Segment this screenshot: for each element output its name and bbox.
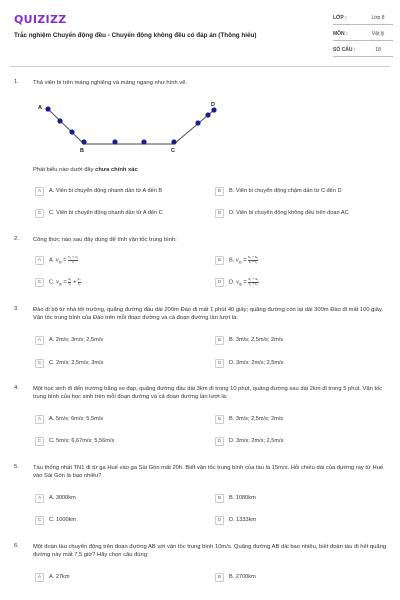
option-text: A. 27km <box>49 574 70 580</box>
formula-denominator: t₁ + t₂ <box>248 259 258 264</box>
option-key: D <box>215 359 224 368</box>
ball-a <box>45 106 50 111</box>
formula-denominator: t₂ <box>78 281 81 286</box>
option-formula: B. $v_{tb}$ = $\frac{\text{s₁ + s₂}}{\text{t₁ + t₂}}$ <box>229 255 259 265</box>
question-text: Công thức nào sau đây dùng để tính vận tốc trung bình: <box>33 237 177 243</box>
option-key: A <box>35 256 44 265</box>
meta-count-value: 18 <box>375 47 381 53</box>
option-key: B <box>215 415 224 424</box>
option-key: C <box>35 516 44 525</box>
document-header <box>0 0 400 66</box>
option-key: D <box>215 209 224 218</box>
ball <box>205 112 210 117</box>
quizizz-logo: QUIZIZZ <box>14 13 67 26</box>
ramp-left-line <box>48 109 84 144</box>
option-key: C <box>35 209 44 218</box>
label-b: B <box>80 148 84 154</box>
page-title: Trắc nghiệm Chuyển động đều - Chuyển động không đều có đáp án (Thông hiểu) <box>14 32 257 39</box>
divider <box>333 40 393 41</box>
stem-emphasis: chưa chính xác <box>95 167 138 173</box>
option-key: D <box>215 437 224 446</box>
ball-c <box>171 139 176 144</box>
meta-subject-label: MÔN : <box>333 31 348 37</box>
option-text: D. 3m/s; 2m/s; 2,5m/s <box>229 438 284 444</box>
option-key: C <box>35 437 44 446</box>
formula-lhs: v <box>56 279 59 286</box>
formula-denominator: t₁ + t₂ <box>249 281 258 286</box>
option-key: B <box>215 494 224 503</box>
question-number: 4. <box>14 385 19 391</box>
option-formula: D. $v_{tb}$ = $\frac{\text{s₁ + s₂}}{\text{t₁ + t₂}}$ <box>229 277 259 287</box>
option-text: D. Viên bi chuyển động không đều trên đoạn AC <box>229 210 349 216</box>
option-text: B. 2700km <box>229 574 256 580</box>
question-number: 5. <box>14 464 19 470</box>
formula-fraction <box>68 256 78 264</box>
formula-lhs: v <box>236 279 239 286</box>
formula-sub: tb <box>58 260 62 265</box>
formula-lhs: v <box>55 257 59 264</box>
question-text: Một đoàn tàu chuyển động trên đoạn đường AB với vận tốc trung bình 10m/s. Quãng đường AB dài bao nhiêu, biết đoàn tàu đi hết quãng đường này mất 7,5 giờ? Hãy chọn câu đúng: <box>33 544 387 558</box>
option-text: A. Viên bi chuyển động nhanh dần từ A đến B <box>49 188 163 194</box>
label-d: D <box>211 102 215 108</box>
divider <box>333 24 393 25</box>
option-text: A. 3000km <box>49 495 76 501</box>
option-text: B. 3m/s; 2,5m/s; 2m/s <box>229 337 284 343</box>
formula-sub: tb <box>58 282 62 287</box>
option-key: A <box>35 415 44 424</box>
option-key: B <box>215 573 224 582</box>
option-key: B <box>215 336 224 345</box>
ball <box>57 118 62 123</box>
formula-fraction <box>248 256 258 264</box>
question-text: Đào đi bộ từ nhà tới trường, quãng đường đầu dài 200m Đào đi mất 1 phút 40 giây; quãng đường còn lại dài 300m Đào đi mất 100 giây. Vận tốc trung bình của Đào trên mỗi đoạn đường và cả đoạn đường lần lượt là: <box>33 307 383 321</box>
formula-numerator: v₁ + v₂ <box>67 255 79 259</box>
option-key: B <box>215 256 224 265</box>
option-key: C <box>35 278 44 287</box>
option-text: D. 1333km <box>229 517 257 523</box>
formula-sub: tb <box>238 260 242 265</box>
ball <box>112 139 117 144</box>
option-prefix: A. <box>49 257 55 264</box>
formula-fraction <box>78 278 81 286</box>
option-text: C. Viên bi chuyển động nhanh dần từ A đến C <box>49 210 163 216</box>
formula-numerator: s₁ <box>68 277 72 281</box>
question-number: 6. <box>14 543 19 549</box>
question-number: 3. <box>14 306 19 312</box>
question-number: 1. <box>14 79 19 85</box>
option-key: A <box>35 494 44 503</box>
option-text: B. Viên bi chuyển động chậm dần từ C đến D <box>229 188 342 194</box>
ball <box>69 129 74 134</box>
header-divider <box>10 66 390 67</box>
option-key: A <box>35 573 44 582</box>
formula-numerator: s₁ + s₂ <box>248 277 259 281</box>
option-prefix: C. <box>49 279 55 286</box>
formula-denominator: 2 <box>72 259 75 264</box>
question-text: Thả viên bi trên máng nghiêng và máng ngang như hình vẽ. <box>33 80 188 86</box>
option-key: A <box>35 187 44 196</box>
meta-count-label: SỐ CÂU : <box>333 47 356 53</box>
label-c: C <box>171 148 175 154</box>
option-key: D <box>215 516 224 525</box>
question-stem <box>33 166 388 174</box>
question-text: Một học sinh đi đến trường bằng xe đạp, quãng đường đầu dài 3km đi trong 10 phút, quãng đường sau dài 2km đi trong 5 phút. Vận tốc trung bình của học sinh trên mỗi đoạn đường và cả đoạn đường lần lượt là: <box>33 386 383 400</box>
option-text: C. 5m/s; 6,67m/s; 5,56m/s <box>49 438 115 444</box>
option-text: D. 3m/s; 2m/s; 2,5m/s <box>229 360 284 366</box>
formula-fraction <box>248 278 258 286</box>
option-key: A <box>35 336 44 345</box>
question-number: 2. <box>14 236 19 242</box>
formula-fraction <box>68 278 71 286</box>
ball-d <box>211 107 216 112</box>
stem-prefix: Phát biểu nào dưới đây <box>33 167 96 173</box>
formula-lhs: v <box>235 257 239 264</box>
meta-class-label: LỚP : <box>333 15 347 21</box>
option-text: C. 2m/s; 2,5m/s; 3m/s <box>49 360 104 366</box>
option-text: A. 5m/s; 6m/s; 5,5m/s <box>49 416 104 422</box>
option-text: A. 2m/s; 3m/s; 2,5m/s <box>49 337 104 343</box>
option-key: D <box>215 278 224 287</box>
option-text: C. 1000km <box>49 517 77 523</box>
option-formula: C. $v_{tb}$ = $\frac{\text{s₁}}{\text{t₁}}$ + $\frac{\text{s₂}}{\text{t₂}}$ <box>49 277 81 287</box>
divider <box>333 56 393 57</box>
formula-denominator: t₁ <box>68 281 71 286</box>
option-key: C <box>35 359 44 368</box>
ball <box>141 139 146 144</box>
option-prefix: D. <box>229 279 235 286</box>
formula-sub: tb <box>238 282 242 287</box>
option-key: B <box>215 187 224 196</box>
formula-numerator: s₁ + s₂ <box>247 255 259 259</box>
meta-subject-value: Vật lý <box>371 31 385 37</box>
meta-class-value: Lớp 8 <box>371 15 385 21</box>
ball <box>195 120 200 125</box>
formula-numerator: s₂ <box>77 277 81 281</box>
option-text: B. 1080km <box>229 495 256 501</box>
option-text: B. 3m/s; 2,5m/s; 2m/s <box>229 416 284 422</box>
ramp-diagram <box>34 100 234 156</box>
question-text: Tàu thống nhất TN1 đi từ ga Huế vào ga Sài Gòn mất 20h. Biết vận tốc trung bình của tàu là 15m/s. Hỏi chiều dài của đường ray từ Huế vào Sài Gòn là bao nhiêu? <box>33 465 384 479</box>
option-prefix: B. <box>229 257 235 264</box>
label-a: A <box>38 105 42 111</box>
ball-b <box>81 139 86 144</box>
option-formula: A. $v_{tb}$ = $\frac{\text{v₁ + v₂}}{2}$ <box>49 255 79 265</box>
